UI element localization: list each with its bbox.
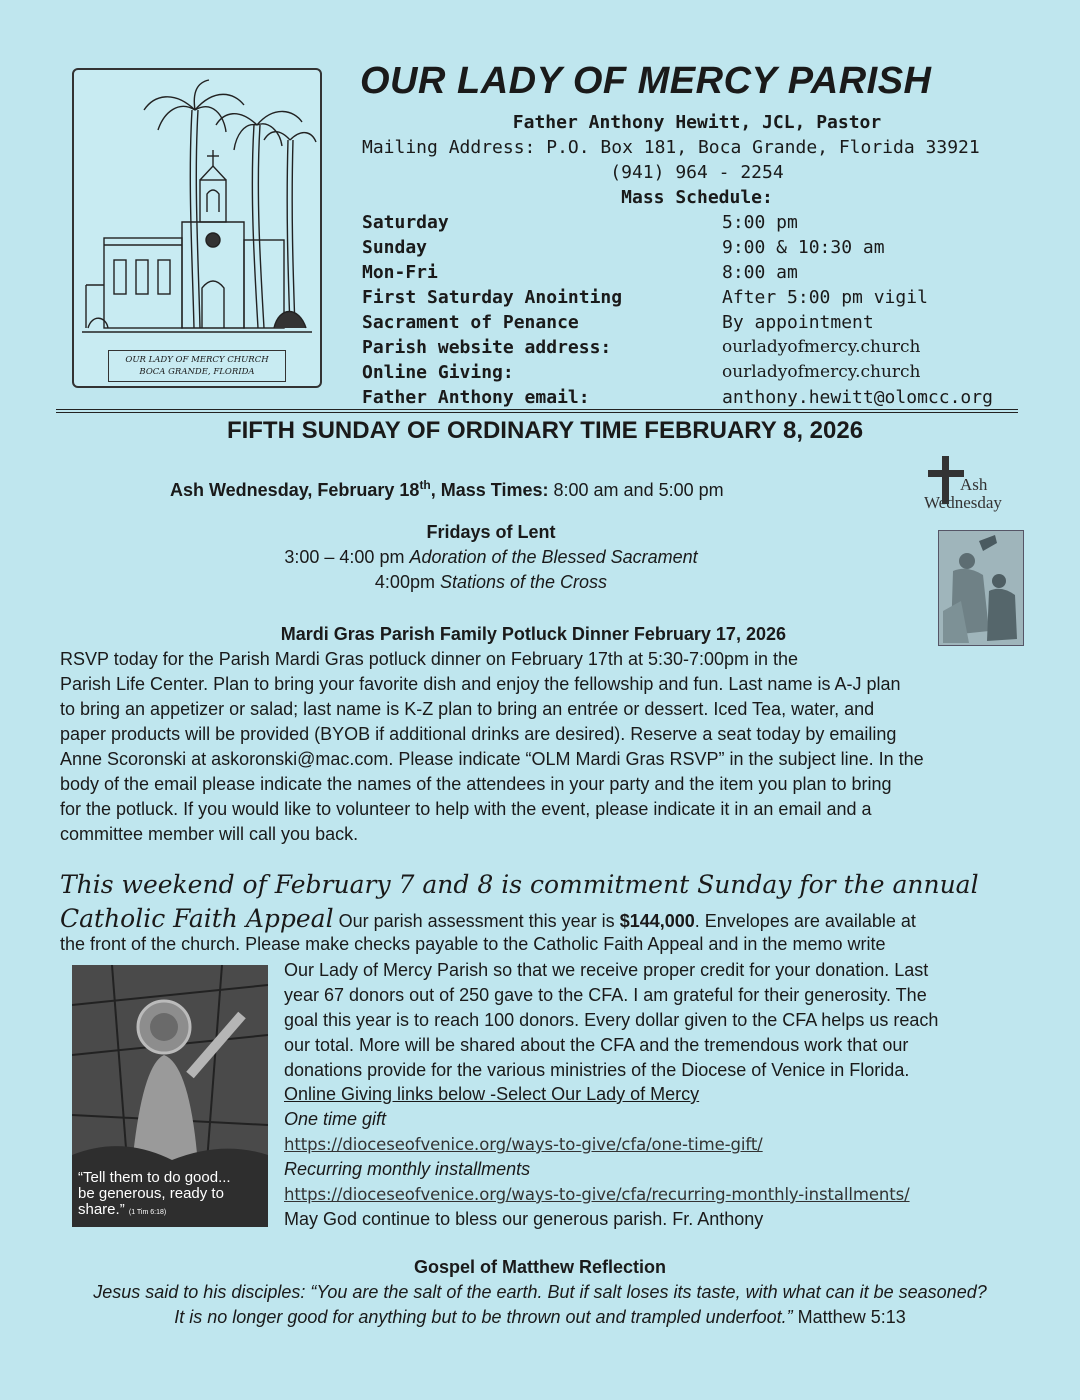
- mass-schedule-heading: Mass Schedule:: [621, 187, 773, 208]
- closing-line: May God continue to bless our generous parish. Fr. Anthony: [284, 1209, 764, 1229]
- schedule-label: Father Anthony email:: [362, 387, 590, 408]
- recurring-installments-link[interactable]: https://dioceseofvenice.org/ways-to-give/cfa/recurring-monthly-installments/: [284, 1185, 910, 1204]
- divider: [56, 409, 1018, 410]
- online-giving-heading: Online Giving links below -Select Our Lady of Mercy: [284, 1084, 700, 1104]
- gospel-quote-line: It is no longer good for anything but to be thrown out and trampled underfoot.” Matthew 5:13: [174, 1307, 906, 1327]
- ash-wednesday-icon: [918, 452, 1024, 516]
- faith-appeal-line: the front of the church. Please make checks payable to the Catholic Faith Appeal and in the memo write: [60, 934, 886, 954]
- page-title: OUR LADY OF MERCY PARISH: [360, 60, 932, 102]
- online-giving-link[interactable]: ourladyofmercy.church: [722, 362, 921, 382]
- svg-text:Wednesday: Wednesday: [924, 493, 1002, 512]
- schedule-label: Online Giving:: [362, 362, 514, 383]
- church-caption: OUR LADY OF MERCY CHURCH BOCA GRANDE, FLORIDA: [108, 350, 286, 382]
- faith-appeal-body: Our Lady of Mercy Parish so that we receive proper credit for your donation. Last year 67 donors out of 250 gave to the CFA. I am grateful for their generosity. The goal this year is to reach 100 donors. Every dollar given to the CFA helps us reach our total. More will be shared about the CFA and the tremendous work that our donations provide for the various ministries of the Diocese of Venice in Florida.: [284, 960, 939, 1080]
- recurring-label: Recurring monthly installments: [284, 1159, 531, 1179]
- stations-of-cross-image: [938, 530, 1024, 646]
- fridays-line: 3:00 – 4:00 pm Adoration of the Blessed Sacrament: [284, 547, 698, 567]
- schedule-label: Saturday: [362, 212, 449, 233]
- schedule-label: Parish website address:: [362, 337, 612, 358]
- schedule-value: 9:00 & 10:30 am: [722, 237, 885, 258]
- sunday-title: FIFTH SUNDAY OF ORDINARY TIME FEBRUARY 8, 2026: [226, 417, 864, 444]
- schedule-value: 8:00 am: [722, 262, 798, 283]
- schedule-value: After 5:00 pm vigil: [722, 287, 928, 308]
- one-time-gift-label: One time gift: [284, 1109, 387, 1129]
- mardi-gras-heading: Mardi Gras Parish Family Potluck Dinner February 17, 2026: [280, 624, 786, 644]
- stained-glass-image: [72, 965, 268, 1227]
- schedule-label: Sunday: [362, 237, 428, 258]
- schedule-label: Sacrament of Penance: [362, 312, 579, 333]
- gospel-quote-line: Jesus said to his disciples: “You are the salt of the earth. But if salt loses its taste, with what can it be seasoned?: [93, 1282, 987, 1302]
- svg-text:Ash: Ash: [960, 475, 988, 494]
- gospel-heading: Gospel of Matthew Reflection: [413, 1257, 667, 1277]
- mardi-gras-body: RSVP today for the Parish Mardi Gras potluck dinner on February 17th at 5:30-7:00pm in the Parish Life Center. Plan to bring your favorite dish and enjoy the fellowship and fun. Last name is A-J plan to bring an appetizer or salad; last name is K-Z plan to bring an entrée or dessert. Iced Tea, water, and paper products will be provided (BYOB if additional drinks are desired). Reserve a seat today by emailing Anne Scoronski at askoronski@mac.com. Please indicate “OLM Mardi Gras RSVP” in the subject line. In the body of the email please indicate the names of the attendees in your party and the item you plan to bring for the potluck. If you would like to volunteer to help with the event, please indicate it in an email and a committee member will call you back.: [60, 649, 924, 844]
- fridays-line: 4:00pm Stations of the Cross: [374, 572, 608, 592]
- one-time-gift-link[interactable]: https://dioceseofvenice.org/ways-to-give/cfa/one-time-gift/: [284, 1135, 763, 1154]
- bible-quote: “Tell them to do good... be generous, ready to share.” (1 Tim 6:18): [78, 1169, 231, 1218]
- phone-number: (941) 964 - 2254: [610, 162, 784, 183]
- fridays-of-lent-heading: Fridays of Lent: [426, 522, 556, 542]
- church-drawing-icon: [74, 70, 320, 386]
- divider: [56, 412, 1018, 413]
- mailing-address: Mailing Address: P.O. Box 181, Boca Grande, Florida 33921: [362, 137, 980, 158]
- schedule-value: By appointment: [722, 312, 874, 333]
- faith-appeal-heading: This weekend of February 7 and 8 is commitment Sunday for the annual Catholic Faith Appeal Our parish assessment this year is $144,000. Envelopes are available at: [60, 870, 979, 933]
- email-link[interactable]: anthony.hewitt@olomcc.org: [722, 387, 993, 408]
- church-illustration: [72, 68, 322, 388]
- website-link[interactable]: ourladyofmercy.church: [722, 337, 921, 357]
- online-giving-section: [284, 1082, 1036, 1232]
- schedule-value: 5:00 pm: [722, 212, 798, 233]
- schedule-label: Mon-Fri: [362, 262, 438, 283]
- ash-wednesday-line: Ash Wednesday, February 18th, Mass Times: 8:00 am and 5:00 pm: [170, 478, 724, 500]
- schedule-label: First Saturday Anointing: [362, 287, 623, 308]
- pastor-line: Father Anthony Hewitt, JCL, Pastor: [512, 112, 882, 133]
